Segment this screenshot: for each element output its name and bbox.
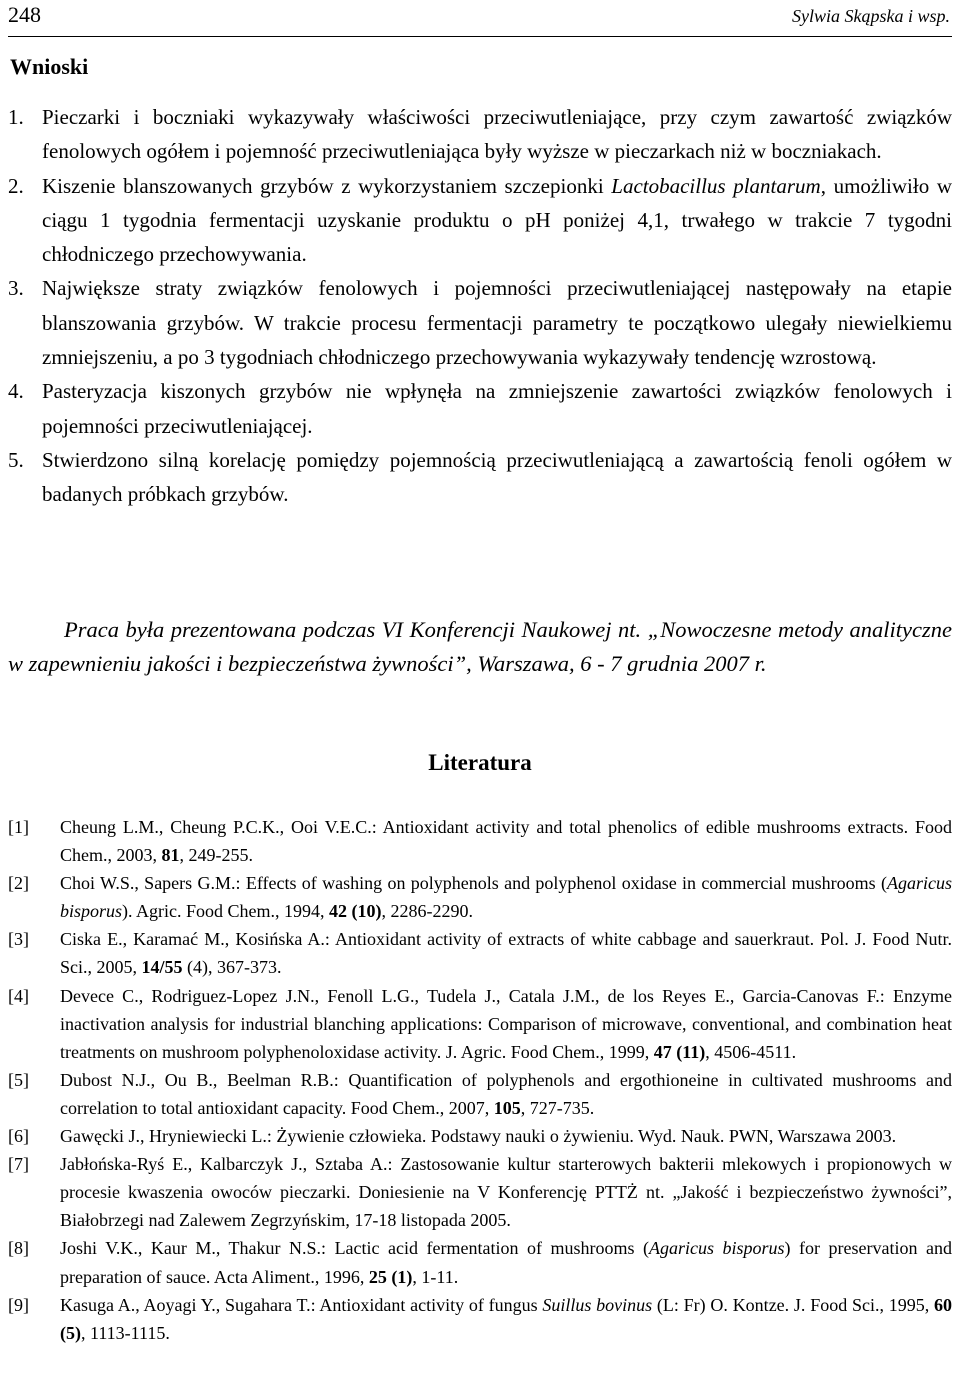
conclusions-list bbox=[8, 100, 952, 512]
reference-item bbox=[8, 925, 952, 981]
reference-item bbox=[8, 1150, 952, 1234]
conclusion-text: , umożliwiło w ciągu 1 tygodnia fermentacji uzyskanie produktu o pH poniżej 4,1, trwałego w trakcie 7 tygodni chłodniczego przechowywania. bbox=[42, 173, 952, 267]
reference-item bbox=[8, 869, 952, 925]
reference-number: [6] bbox=[8, 1126, 29, 1147]
conclusion-number: 5. bbox=[8, 447, 24, 472]
reference-pages: , 1113-1115. bbox=[81, 1322, 170, 1343]
references-list bbox=[8, 813, 952, 1347]
species-name: Agaricus bisporus bbox=[60, 873, 952, 922]
conference-note: Praca była prezentowana podczas VI Konferencji Naukowej nt. „Nowoczesne metody analityczne w zapewnieniu jakości i bezpieczeństwa żywności”, Warszawa, 6 - 7 grudnia 2007 r. bbox=[8, 617, 952, 676]
reference-pages: , 2286-2290. bbox=[381, 901, 474, 922]
reference-text: ) for preservation and preparation of sauce. Acta Aliment., 1996, bbox=[60, 1238, 953, 1287]
reference-item bbox=[8, 1291, 952, 1347]
conclusion-text: Największe straty związków fenolowych i pojemności przeciwutleniającej następowały na etapie blanszowania grzybów. W trakcie procesu fermentacji parametry te początkowo ulegały niewielkiemu zmniejszeniu, a po 3 tygodniach chłodniczego przechowywania wykazywały tendencję wzrostową. bbox=[42, 276, 952, 370]
conclusion-item bbox=[8, 100, 952, 169]
reference-number: [1] bbox=[8, 817, 29, 837]
reference-text: Kasuga A., Aoyagi Y., Sugahara T.: Antioxidant activity of fungus bbox=[60, 1294, 543, 1315]
section-title: Wnioski bbox=[10, 54, 89, 79]
reference-volume: 25 (1) bbox=[368, 1266, 413, 1287]
conclusion-number: 2. bbox=[8, 173, 24, 198]
reference-text: Ciska E., Karamać M., Kosińska A.: Antioxidant activity of extracts of white cabbage and sauerkraut. Pol. J. Food Nutr. Sci., 2005, bbox=[60, 929, 952, 978]
reference-volume: 42 (10) bbox=[329, 901, 382, 922]
conclusion-text: Stwierdzono silną korelację pomiędzy pojemnością przeciwutleniającą a zawartością fenoli ogółem w badanych próbkach grzybów. bbox=[42, 447, 952, 507]
reference-number: [2] bbox=[8, 873, 29, 894]
reference-number: [3] bbox=[8, 929, 29, 950]
conclusion-item bbox=[8, 443, 952, 512]
species-name: Suillus bovinus bbox=[542, 1294, 653, 1315]
reference-item bbox=[8, 1066, 952, 1122]
conclusion-item bbox=[8, 169, 952, 272]
conclusion-item bbox=[8, 374, 952, 443]
reference-pages: , 1-11. bbox=[412, 1266, 459, 1287]
reference-text: Devece C., Rodriguez-Lopez J.N., Fenoll L.G., Tudela J., Catala J.M., de los Reyes E., Garcia-Canovas F.: Enzyme inactivation analysis for industrial blanching applications: Comparison of microwave, conventional, and combination heat treatments on mushroom polyphenoloxidase activity. J. Agric. Food Chem., 1999, bbox=[60, 985, 952, 1062]
reference-text: Gawęcki J., Hryniewiecki L.: Żywienie człowieka. Podstawy nauki o żywieniu. Wyd. Nauk. PWN, Warszawa 2003. bbox=[60, 1126, 897, 1147]
reference-number: [4] bbox=[8, 985, 29, 1006]
conclusion-number: 1. bbox=[8, 105, 24, 129]
reference-item bbox=[8, 1234, 952, 1290]
reference-text: Cheung L.M., Cheung P.C.K., Ooi V.E.C.: Antioxidant activity and total phenolics of edible mushrooms extracts. Food Chem., 2003, bbox=[60, 817, 952, 866]
conclusion-text: Kiszenie blanszowanych grzybów z wykorzystaniem szczepionki bbox=[42, 173, 612, 198]
reference-number: [5] bbox=[8, 1069, 29, 1090]
reference-volume: 81 bbox=[161, 845, 180, 866]
conclusion-item bbox=[8, 271, 952, 374]
species-name: Lactobacillus plantarum bbox=[611, 173, 821, 198]
reference-number: [7] bbox=[8, 1154, 29, 1175]
reference-volume: 60 (5) bbox=[60, 1294, 952, 1343]
reference-pages: , 4506-4511. bbox=[705, 1041, 797, 1062]
reference-item bbox=[8, 1122, 952, 1150]
reference-text: (L: Fr) O. Kontze. J. Food Sci., 1995, bbox=[652, 1294, 934, 1315]
reference-text: ). Agric. Food Chem., 1994, bbox=[122, 901, 330, 922]
reference-item bbox=[8, 982, 952, 1066]
reference-volume: 14/55 bbox=[141, 957, 183, 978]
page-number: 248 bbox=[8, 2, 41, 27]
reference-item bbox=[8, 813, 952, 869]
reference-text: Joshi V.K., Kaur M., Thakur N.S.: Lactic acid fermentation of mushrooms ( bbox=[60, 1238, 650, 1259]
literature-heading: Literatura bbox=[428, 750, 532, 775]
reference-volume: 105 bbox=[493, 1097, 521, 1118]
page-header bbox=[8, 0, 952, 37]
reference-text: Choi W.S., Sapers G.M.: Effects of washing on polyphenols and polyphenol oxidase in commercial mushrooms ( bbox=[60, 873, 887, 894]
reference-number: [8] bbox=[8, 1238, 29, 1259]
reference-pages: , 727-735. bbox=[520, 1097, 595, 1118]
conclusion-number: 3. bbox=[8, 276, 24, 301]
reference-number: [9] bbox=[8, 1294, 29, 1315]
reference-pages: , 249-255. bbox=[179, 845, 253, 866]
reference-volume: 47 (11) bbox=[653, 1041, 706, 1062]
species-name: Agaricus bisporus bbox=[649, 1238, 785, 1259]
reference-pages: (4), 367-373. bbox=[182, 957, 282, 978]
conclusion-text: Pasteryzacja kiszonych grzybów nie wpłynęła na zmniejszenie zawartości związków fenolowych i pojemności przeciwutleniającej. bbox=[42, 379, 952, 438]
conclusion-number: 4. bbox=[8, 379, 24, 404]
reference-text: Dubost N.J., Ou B., Beelman R.B.: Quantification of polyphenols and ergothioneine in cultivated mushrooms and correlation to total antioxidant capacity. Food Chem., 2007, bbox=[60, 1069, 952, 1118]
conclusion-text: Pieczarki i boczniaki wykazywały właściwości przeciwutleniające, przy czym zawartość związków fenolowych ogółem i pojemność przeciwutleniająca były wyższe w pieczarkach niż w boczniakach. bbox=[42, 105, 952, 164]
reference-text: Jabłońska-Ryś E., Kalbarczyk J., Sztaba A.: Zastosowanie kultur starterowych bakterii mlekowych i propionowych w procesie kwaszenia owoców pieczarki. Doniesienie na V Konferencję PTTŻ nt. „Jakość i bezpieczeństwo żywności”, Białobrzegi nad Zalewem Zegrzyńskim, 17-18 listopada 2005. bbox=[60, 1154, 952, 1231]
running-head: Sylwia Skąpska i wsp. bbox=[792, 6, 950, 26]
